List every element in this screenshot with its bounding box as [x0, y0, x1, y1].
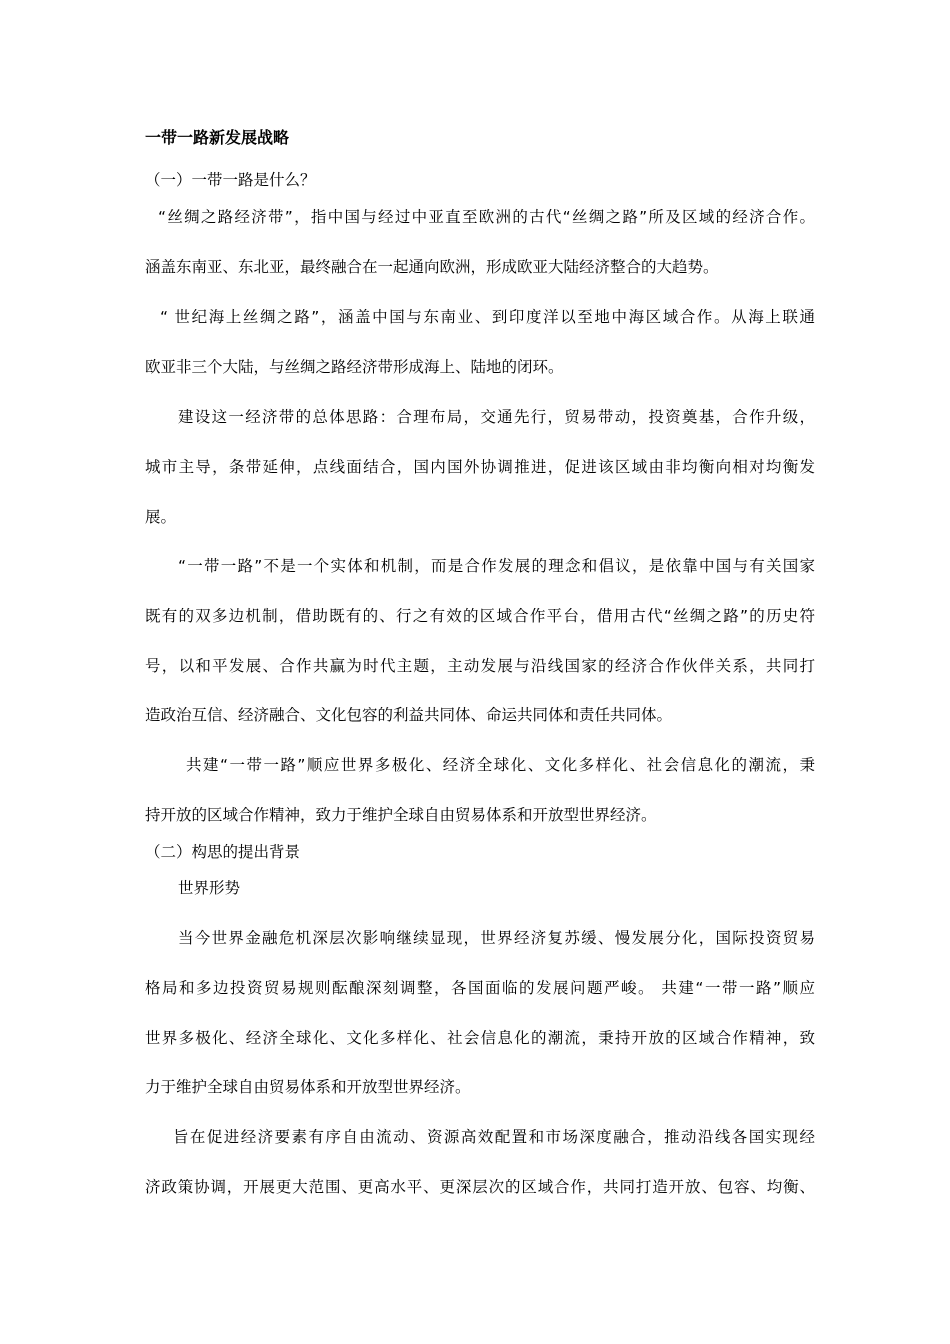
paragraph-line: 造政治互信、经济融合、文化包容的利益共同体、命运共同体和责任共同体。 [145, 706, 673, 724]
paragraph-line: 涵盖东南亚、东北亚，最终融合在一起通向欧洲，形成欧亚大陆经济整合的大趋势。 [145, 258, 719, 276]
paragraph-line: “ 世纪海上丝绸之路”，涵盖中国与东南业、到印度洋以至地中海区域合作。从海上联通 [160, 308, 815, 326]
section-heading-2: （二）构思的提出背景 [145, 843, 301, 861]
paragraph-line: 欧亚非三个大陆，与丝绸之路经济带形成海上、陆地的闭环。 [145, 358, 564, 376]
paragraph-line: 既有的双多边机制，借助既有的、行之有效的区域合作平台，借用古代“丝绸之路”的历史符 [145, 607, 815, 625]
paragraph-line: 当今世界金融危机深层次影响继续显现，世界经济复苏缓、慢发展分化，国际投资贸易 [178, 929, 815, 947]
paragraph-line: 城市主导，条带延伸，点线面结合，国内国外协调推进，促进该区域由非均衡向相对均衡发 [145, 458, 815, 476]
document-title: 一带一路新发展战略 [145, 128, 290, 147]
paragraph-line: “丝绸之路经济带”，指中国与经过中亚直至欧洲的古代“丝绸之路”所及区域的经济合作。 [158, 208, 815, 226]
paragraph-line: 展。 [145, 508, 177, 526]
paragraph-line: 格局和多边投资贸易规则酝酿深刻调整，各国面临的发展问题严峻。 共建“一带一路”顺应 [145, 979, 815, 997]
paragraph-line: 建设这一经济带的总体思路：合理布局，交通先行，贸易带动，投资奠基，合作升级， [178, 408, 815, 426]
paragraph-line: 号，以和平发展、合作共赢为时代主题，主动发展与沿线国家的经济合作伙伴关系，共同打 [145, 657, 815, 675]
paragraph-line: 持开放的区域合作精神，致力于维护全球自由贸易体系和开放型世界经济。 [145, 806, 657, 824]
paragraph-line: 旨在促进经济要素有序自由流动、资源高效配置和市场深度融合，推动沿线各国实现经 [173, 1128, 815, 1146]
subheading: 世界形势 [178, 879, 241, 897]
section-heading-1: （一）一带一路是什么？ [145, 171, 316, 189]
paragraph-line: 济政策协调，开展更大范围、更高水平、更深层次的区域合作，共同打造开放、包容、均衡、 [145, 1178, 815, 1196]
paragraph-line: “一带一路”不是一个实体和机制，而是合作发展的理念和倡议，是依靠中国与有关国家 [178, 557, 815, 575]
paragraph-line: 力于维护全球自由贸易体系和开放型世界经济。 [145, 1078, 471, 1096]
paragraph-line: 共建“一带一路”顺应世界多极化、经济全球化、文化多样化、社会信息化的潮流，秉 [186, 756, 815, 774]
paragraph-line: 世界多极化、经济全球化、文化多样化、社会信息化的潮流，秉持开放的区域合作精神，致 [145, 1029, 815, 1047]
